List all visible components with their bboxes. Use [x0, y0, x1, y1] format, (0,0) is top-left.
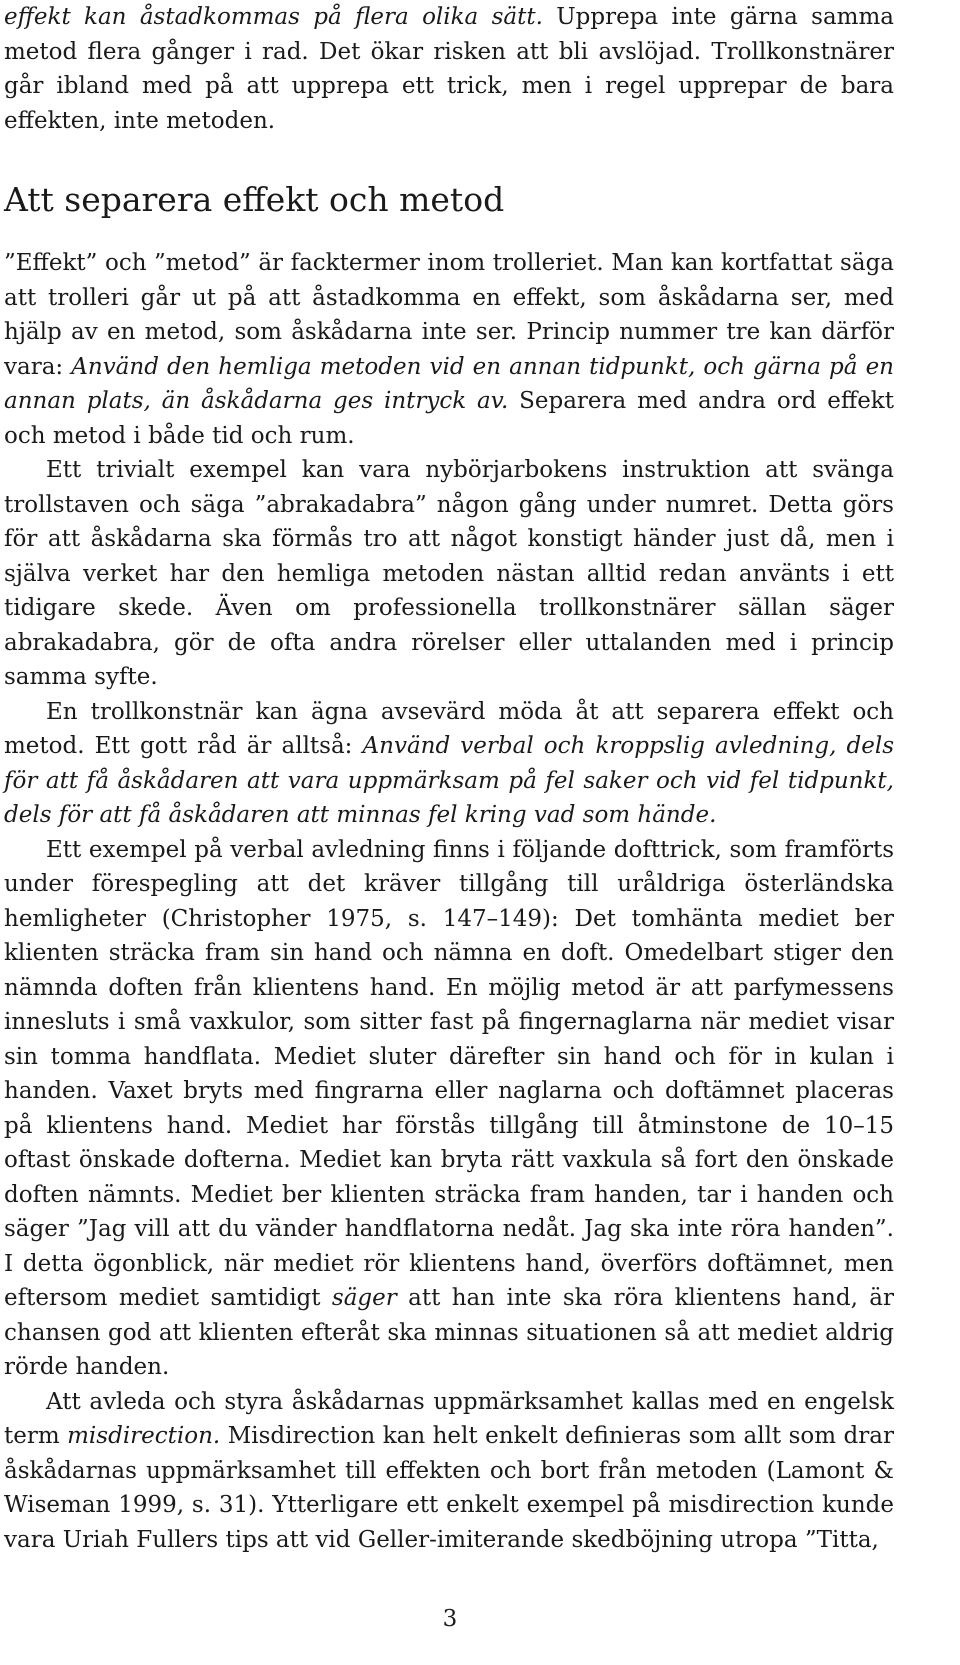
italic-text-run: effekt kan åstadkommas på flera olika sätt. [4, 4, 543, 30]
page-number: 3 [442, 1606, 458, 1632]
continued-paragraph [4, 0, 894, 138]
text-run: Misdirection kan helt enkelt definieras som allt som drar åskådarnas uppmärksamhet till effekten och bort från metoden (Lamont & Wiseman 1999, s. 31). Ytterligare ett enkelt exempel på misdirection kunde vara Uriah Fullers tips att vid Geller-imiterande skedböjning utropa ”Titta, [4, 1423, 894, 1553]
italic-text-run: Använd den hemliga metoden vid en annan tidpunkt, och gärna på en annan plats, än åskådarna ges intryck av. [4, 353, 894, 414]
text-run: att han inte ska röra klientens hand, är chansen god att klienten efteråt ska minnas situationen så att mediet aldrig rörde handen. [4, 1285, 894, 1380]
section-body [4, 246, 894, 1557]
body-paragraph [4, 1385, 894, 1558]
body-paragraph [4, 453, 894, 695]
text-run: Ett exempel på verbal avledning finns i följande dofttrick, som framförts under förespegling att det kräver tillgång till uråldriga österländska hemligheter (Christopher 1975, s. 147–149): Det tomhänta mediet ber klienten sträcka fram sin hand och nämna en doft. Omedelbart stiger den nämnda doften från klientens hand. En möjlig metod är att parfymessens innesluts i små vaxkulor, som sitter fast på fingernaglarna när mediet visar sin tomma handflata. Mediet sluter därefter sin hand och för in kulan i handen. Vaxet bryts med fingrarna eller naglarna och doftämnet placeras på klientens hand. Mediet har förstås tillgång till åtminstone de 10–15 oftast önskade dofterna. Mediet kan bryta rätt vaxkula så fort den önskade doften nämnts. Mediet ber klienten sträcka fram handen, tar i handen och säger ”Jag vill att du vänder handflatorna nedåt. Jag ska inte röra handen”. I detta ögonblick, när mediet rör klientens hand, överförs doftämnet, men eftersom mediet samtidigt [4, 836, 894, 1311]
text-run: Upprepa inte gärna samma metod flera gånger i rad. Det ökar risken att bli avslöjad. Trollkonstnärer går ibland med på att upprepa ett trick, men i regel upprepar de bara effekten, inte metoden. [4, 4, 894, 134]
text-run: Att avleda och styra åskådarnas uppmärksamhet kallas med en engelsk term [4, 1388, 894, 1449]
text-run: Separera med andra ord effekt och metod i både tid och rum. [4, 388, 894, 449]
body-paragraph [4, 833, 894, 1385]
text-run: ”Effekt” och ”metod” är facktermer inom trolleriet. Man kan kortfattat säga att trolleri går ut på att åstadkomma en effekt, som åskådarna ser, med hjälp av en metod, som åskådarna inte ser. Princip nummer tre kan därför vara: [4, 250, 894, 380]
italic-text-run: säger [331, 1285, 397, 1311]
text-run: Ett trivialt exempel kan vara nybörjarbokens instruktion att svänga trollstaven och säga ”abrakadabra” någon gång under numret. Detta görs för att åskådarna ska förmås tro att något konstigt händer just då, men i själva verket har den hemliga metoden nästan alltid redan använts i ett tidigare skede. Även om professionella trollkonstnärer sällan säger abrakadabra, gör de ofta andra rörelser eller uttalanden med i princip samma syfte. [4, 457, 894, 690]
body-paragraph [4, 695, 894, 833]
text-run: En trollkonstnär kan ägna avsevärd möda åt att separera effekt och metod. Ett gott råd är alltså: [4, 698, 894, 759]
italic-text-run: misdirection. [67, 1423, 221, 1449]
section-heading: Att separera effekt och metod [4, 180, 505, 219]
paragraph-continuation [4, 0, 894, 138]
body-paragraph [4, 246, 894, 453]
italic-text-run: Använd verbal och kroppslig avledning, dels för att få åskådaren att vara uppmärksam på fel saker och vid fel tidpunkt, dels för att få åskådaren att minnas fel kring vad som hände. [4, 733, 895, 828]
